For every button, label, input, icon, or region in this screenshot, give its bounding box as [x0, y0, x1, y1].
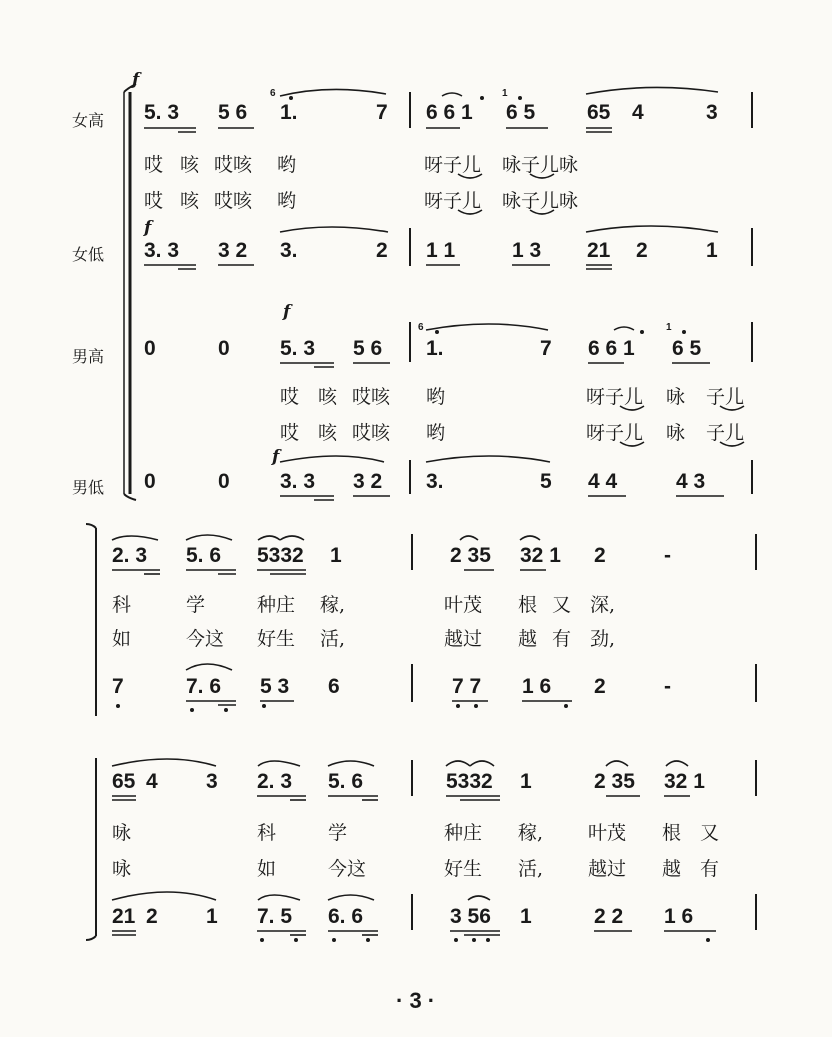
dynamic-forte: f [144, 218, 152, 238]
lyric: 哎 [280, 386, 300, 408]
lyric: 深, [590, 594, 616, 616]
lyric: 呀子儿 [424, 154, 482, 176]
note-group: 3 [706, 101, 718, 124]
lyric: 哎 [144, 190, 164, 212]
note-group: 6 5 [506, 101, 536, 124]
lyric: 越 [662, 858, 682, 880]
note-group: 65 [112, 770, 136, 793]
note-group: 0 [144, 470, 156, 493]
lyric: 根 [518, 594, 538, 616]
note-group: 7 [112, 675, 124, 698]
note-group: 0 [218, 470, 230, 493]
note-group: 2 [146, 905, 158, 928]
lyric: 学 [328, 822, 348, 844]
lyric: 咏 [112, 822, 132, 844]
lyric: 呀子儿 [586, 422, 644, 444]
lyric: 哎咳 [352, 422, 391, 444]
lyric: 今这 [328, 858, 367, 880]
lyric: 咏子儿咏 [502, 190, 579, 212]
lyric: 哎 [144, 154, 164, 176]
lyric: 科 [257, 822, 277, 844]
note-group: 1 [520, 770, 532, 793]
note-group: 1 1 [426, 239, 456, 262]
note-group: 5. 3 [280, 337, 316, 360]
dynamic-forte: f [132, 70, 140, 90]
note-group: 2 2 [594, 905, 624, 928]
note-group: 21 [587, 239, 611, 262]
note-group: 2 [636, 239, 648, 262]
note-group: 5332 [257, 544, 304, 567]
lyric: 越过 [588, 858, 627, 880]
lyric: 好生 [444, 858, 483, 880]
lyric: 越过 [444, 628, 483, 650]
grace-note: 6 [270, 88, 276, 99]
note-group: 1 6 [522, 675, 552, 698]
note-group: 32 1 [664, 770, 705, 793]
lyric: 又 [700, 822, 720, 844]
note-group: 2. 3 [257, 770, 293, 793]
page-number: · 3 · [396, 988, 436, 1013]
lyric: 咏 [666, 386, 686, 408]
lyric: 种庄 [444, 822, 483, 844]
note-group: 5 6 [353, 337, 383, 360]
note-group: 5 3 [260, 675, 290, 698]
lyric: 呀子儿 [424, 190, 482, 212]
dynamic-forte: f [283, 302, 291, 322]
note-group: 1 [520, 905, 532, 928]
note-group: 4 [632, 101, 644, 124]
note-group: 6 5 [672, 337, 702, 360]
lyric: 哟 [277, 190, 297, 212]
note-group: 7. 5 [257, 905, 293, 928]
lyric: 有 [552, 628, 572, 650]
note-group: 4 3 [676, 470, 706, 493]
note-group: 6. 6 [328, 905, 364, 928]
note-group: - [664, 544, 671, 567]
lyric: 哟 [426, 386, 446, 408]
lyric: 如 [257, 858, 277, 880]
lyric: 稼, [320, 594, 346, 616]
part-label-bass: 男低 [72, 478, 105, 497]
lyric: 咏 [666, 422, 686, 444]
lyric: 有 [700, 858, 720, 880]
lyric: 种庄 [257, 594, 296, 616]
dynamic-forte: f [272, 447, 280, 467]
note-group: 3. 3 [280, 470, 316, 493]
note-group: 3 [206, 770, 218, 793]
note-group: 1 [330, 544, 342, 567]
note-group: 5. 6 [328, 770, 364, 793]
note-group: 1 [206, 905, 218, 928]
lyric: 学 [186, 594, 206, 616]
note-group: 5 6 [218, 101, 248, 124]
note-group: 1. [426, 337, 444, 360]
note-group: 6 6 1 [588, 337, 635, 360]
lyric: 活, [320, 628, 346, 650]
lyric: 哎 [280, 422, 300, 444]
note-group: 5. 3 [144, 101, 180, 124]
note-group: 0 [218, 337, 230, 360]
note-group: 2 [376, 239, 388, 262]
note-group: 0 [144, 337, 156, 360]
lyric: 咏子儿咏 [502, 154, 579, 176]
lyric: 稼, [518, 822, 544, 844]
note-group: 5 [540, 470, 552, 493]
note-group: 2 [594, 544, 606, 567]
grace-note: 1 [502, 88, 508, 99]
lyric: 咳 [180, 154, 200, 176]
note-group: 3. 3 [144, 239, 180, 262]
note-group: 65 [587, 101, 611, 124]
lyric: 劲, [590, 628, 616, 650]
note-group: 21 [112, 905, 136, 928]
lyric: 今这 [186, 628, 225, 650]
note-group: 4 [146, 770, 158, 793]
note-group: 5332 [446, 770, 493, 793]
lyric: 哎咳 [352, 386, 391, 408]
lyric: 科 [112, 594, 132, 616]
note-group: 3 2 [218, 239, 248, 262]
lyric: 活, [518, 858, 544, 880]
note-group: 1. [280, 101, 298, 124]
note-group: 4 4 [588, 470, 618, 493]
note-group: 3. [280, 239, 298, 262]
part-label-alto: 女低 [72, 245, 105, 264]
lyric: 越 [518, 628, 538, 650]
note-group: 2 35 [594, 770, 635, 793]
lyric: 又 [552, 594, 572, 616]
note-group: 1 [706, 239, 718, 262]
lyric: 咳 [318, 386, 338, 408]
note-group: 7 [376, 101, 388, 124]
lyric: 哎咳 [214, 190, 253, 212]
grace-note: 1 [666, 322, 672, 333]
note-group: 3 2 [353, 470, 383, 493]
lyric: 哎咳 [214, 154, 253, 176]
note-group: 7 [540, 337, 552, 360]
note-group: 7 7 [452, 675, 482, 698]
lyric: 咳 [318, 422, 338, 444]
lyric: 叶茂 [588, 822, 627, 844]
note-group: 3 56 [450, 905, 491, 928]
note-group: - [664, 675, 671, 698]
grace-note: 6 [418, 322, 424, 333]
part-label-soprano: 女高 [72, 111, 105, 130]
lyric: 哟 [277, 154, 297, 176]
note-group: 32 1 [520, 544, 561, 567]
note-group: 2. 3 [112, 544, 148, 567]
lyric: 如 [112, 628, 132, 650]
note-group: 6 6 1 [426, 101, 473, 124]
note-group: 5. 6 [186, 544, 222, 567]
lyric: 呀子儿 [586, 386, 644, 408]
lyric: 咳 [180, 190, 200, 212]
note-group: 7. 6 [186, 675, 222, 698]
lyric: 子儿 [706, 422, 745, 444]
note-group: 1 6 [664, 905, 694, 928]
lyric: 哟 [426, 422, 446, 444]
note-group: 3. [426, 470, 444, 493]
note-group: 2 [594, 675, 606, 698]
lyric: 咏 [112, 858, 132, 880]
note-group: 1 3 [512, 239, 542, 262]
lyric: 好生 [257, 628, 296, 650]
note-group: 6 [328, 675, 340, 698]
part-label-tenor: 男高 [72, 347, 105, 366]
lyric: 子儿 [706, 386, 745, 408]
lyric: 叶茂 [444, 594, 483, 616]
note-group: 2 35 [450, 544, 491, 567]
lyric: 根 [662, 822, 682, 844]
